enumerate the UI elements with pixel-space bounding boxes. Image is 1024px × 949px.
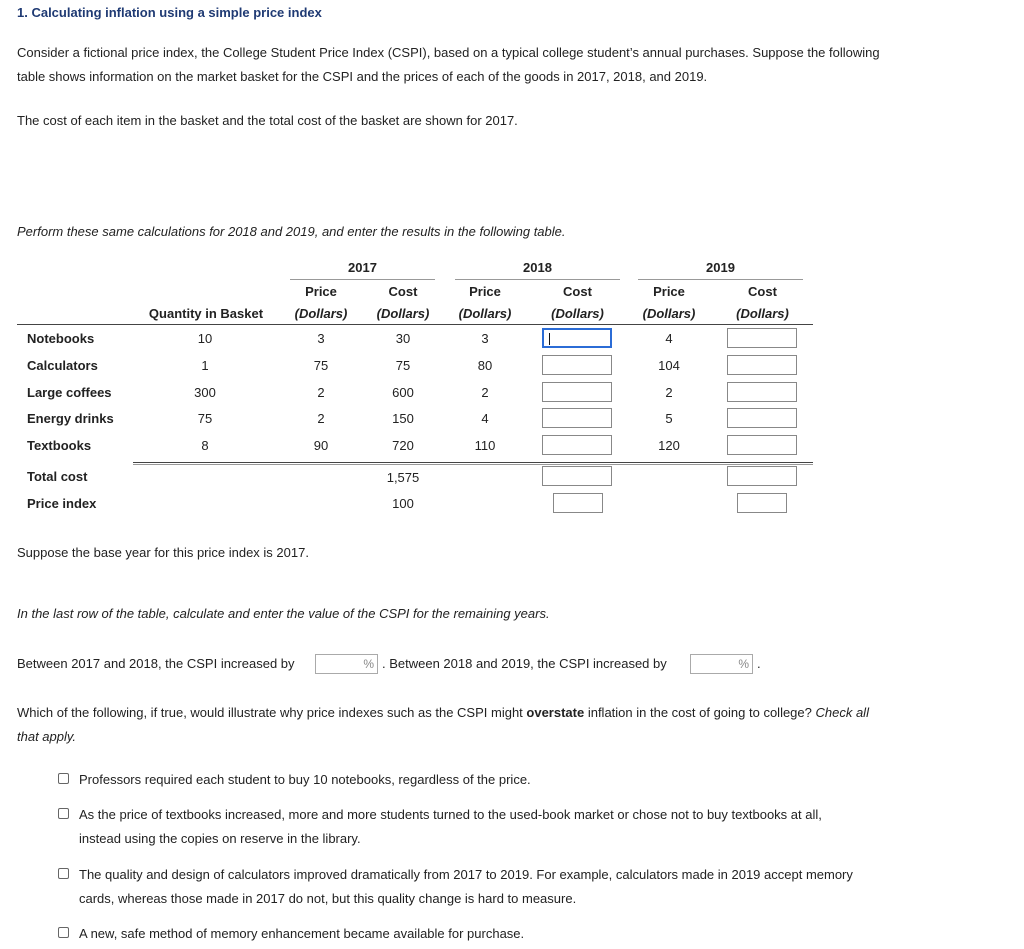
option-3-line-2: cards, whereas those made in 2017 do not, but this quality change is hard to measure. xyxy=(79,891,577,906)
option-1-text[interactable] xyxy=(79,768,531,792)
year-underline-2019 xyxy=(638,279,803,280)
question-line-2: that apply. xyxy=(17,729,77,744)
total-cost-2017: 1,575 xyxy=(386,470,420,485)
option-4-text[interactable] xyxy=(79,922,524,946)
increase-2017-2018-input[interactable] xyxy=(315,654,378,674)
option-2-line-1: As the price of textbooks increased, more and more students turned to the used-book market or chose not to buy textbooks at all, xyxy=(79,807,822,822)
col-dollars-c2019: (Dollars) xyxy=(736,306,789,321)
col-price-2019: Price xyxy=(653,284,685,299)
price2017-energy-drinks: 2 xyxy=(317,411,325,426)
col-price-2018: Price xyxy=(469,284,501,299)
option-2-text[interactable] xyxy=(79,803,822,851)
row-label-price-index: Price index xyxy=(27,496,97,511)
price2018-calculators: 80 xyxy=(477,358,493,373)
question-bold: overstate xyxy=(526,705,585,720)
last-row-note: In the last row of the table, calculate and enter the value of the CSPI for the remaining years. xyxy=(17,606,550,621)
col-dollars-p2018: (Dollars) xyxy=(458,306,512,321)
cost2017-energy-drinks: 150 xyxy=(392,411,414,426)
price2019-textbooks: 120 xyxy=(658,438,680,453)
option-3-checkbox[interactable] xyxy=(58,868,69,879)
cost-note: The cost of each item in the basket and the total cost of the basket are shown for 2017. xyxy=(17,113,518,128)
row-label-notebooks: Notebooks xyxy=(27,331,95,346)
cost2017-calculators: 75 xyxy=(395,358,411,373)
option-3-line-1: The quality and design of calculators improved dramatically from 2017 to 2019. For example, calculators made in 2019 accept memory xyxy=(79,867,853,882)
total-cost-2019-input[interactable] xyxy=(727,466,797,486)
intro-line-2: table shows information on the market basket for the CSPI and the prices of each of the goods in 2017, 2018, and 2019. xyxy=(17,69,708,84)
qty-energy-drinks: 75 xyxy=(197,411,213,426)
option-3-text[interactable] xyxy=(79,863,853,911)
qty-calculators: 1 xyxy=(201,358,209,373)
price2019-notebooks: 4 xyxy=(665,331,673,346)
question-title: 1. Calculating inflation using a simple price index xyxy=(17,5,322,20)
option-1-line-1: Professors required each student to buy 10 notebooks, regardless of the price. xyxy=(79,772,531,787)
price2017-notebooks: 3 xyxy=(317,331,325,346)
between-period: . xyxy=(757,656,761,671)
qty-textbooks: 8 xyxy=(201,438,209,453)
col-dollars-c2017: (Dollars) xyxy=(376,306,430,321)
option-4-line-1: A new, safe method of memory enhancement became available for purchase. xyxy=(79,926,525,941)
price2018-large-coffees: 2 xyxy=(481,385,489,400)
total-divider xyxy=(133,462,813,463)
intro-line-1: Consider a fictional price index, the College Student Price Index (CSPI), based on a typical college student’s annual purchases. Suppose the following xyxy=(17,45,880,60)
price-index-2018-input[interactable] xyxy=(553,493,603,513)
option-2-line-2: instead using the copies on reserve in the library. xyxy=(79,831,361,846)
cost2018-large-coffees-input[interactable] xyxy=(542,382,612,402)
total-cost-2018-input[interactable] xyxy=(542,466,612,486)
price2017-large-coffees: 2 xyxy=(317,385,325,400)
question-italic: Check all xyxy=(815,705,869,720)
cost2019-notebooks-input[interactable] xyxy=(727,328,797,348)
increase-2018-2019-input[interactable] xyxy=(690,654,753,674)
col-dollars-p2017: (Dollars) xyxy=(294,306,348,321)
option-2-checkbox[interactable] xyxy=(58,808,69,819)
col-cost-2017: Cost xyxy=(388,284,418,299)
row-label-energy-drinks: Energy drinks xyxy=(27,411,114,426)
col-quantity: Quantity in Basket xyxy=(148,306,264,321)
question-line-1 xyxy=(17,701,1007,725)
question-part-b: inflation in the cost of going to college? xyxy=(584,705,816,720)
price2017-textbooks: 90 xyxy=(313,438,329,453)
cost2019-calculators-input[interactable] xyxy=(727,355,797,375)
percent-sign: % xyxy=(738,657,749,671)
cost2018-textbooks-input[interactable] xyxy=(542,435,612,455)
price2017-calculators: 75 xyxy=(313,358,329,373)
percent-sign: % xyxy=(363,657,374,671)
col-cost-2019: Cost xyxy=(748,284,777,299)
year-underline-2017 xyxy=(290,279,435,280)
cost2017-large-coffees: 600 xyxy=(392,385,414,400)
between-text-1: Between 2017 and 2018, the CSPI increased by xyxy=(17,656,295,671)
intro-text xyxy=(17,41,1007,89)
cost2019-large-coffees-input[interactable] xyxy=(727,382,797,402)
col-price-2017: Price xyxy=(305,284,337,299)
year-underline-2018 xyxy=(455,279,620,280)
cost2018-calculators-input[interactable] xyxy=(542,355,612,375)
text-caret xyxy=(549,333,550,345)
row-label-textbooks: Textbooks xyxy=(27,438,92,453)
cost2018-energy-drinks-input[interactable] xyxy=(542,408,612,428)
year-header-2018: 2018 xyxy=(523,260,552,275)
price2018-textbooks: 110 xyxy=(474,438,496,453)
price2019-calculators: 104 xyxy=(658,358,680,373)
row-label-large-coffees: Large coffees xyxy=(27,385,112,400)
cost2019-energy-drinks-input[interactable] xyxy=(727,408,797,428)
year-header-2017: 2017 xyxy=(348,260,377,275)
perform-note: Perform these same calculations for 2018 and 2019, and enter the results in the following table. xyxy=(17,224,566,239)
row-label-total-cost: Total cost xyxy=(27,469,88,484)
total-divider-2 xyxy=(133,464,813,465)
header-divider xyxy=(17,324,813,325)
base-year-note: Suppose the base year for this price index is 2017. xyxy=(17,545,309,560)
price2019-energy-drinks: 5 xyxy=(665,411,673,426)
price-index-2019-input[interactable] xyxy=(737,493,787,513)
row-label-calculators: Calculators xyxy=(27,358,98,373)
question-text xyxy=(17,701,1007,749)
price2019-large-coffees: 2 xyxy=(665,385,673,400)
year-header-2019: 2019 xyxy=(706,260,735,275)
cost2018-notebooks-input[interactable] xyxy=(542,328,612,348)
price-index-2017: 100 xyxy=(392,496,414,511)
price2018-notebooks: 3 xyxy=(481,331,489,346)
option-4-checkbox[interactable] xyxy=(58,927,69,938)
cost2017-textbooks: 720 xyxy=(392,438,414,453)
price2018-energy-drinks: 4 xyxy=(481,411,489,426)
cost2017-notebooks: 30 xyxy=(395,331,411,346)
between-text-2: . Between 2018 and 2019, the CSPI increased by xyxy=(382,656,667,671)
cost2019-textbooks-input[interactable] xyxy=(727,435,797,455)
col-dollars-c2018: (Dollars) xyxy=(551,306,604,321)
question-part-a: Which of the following, if true, would illustrate why price indexes such as the CSPI might xyxy=(17,705,527,720)
qty-notebooks: 10 xyxy=(197,331,213,346)
option-1-checkbox[interactable] xyxy=(58,773,69,784)
qty-large-coffees: 300 xyxy=(194,385,216,400)
col-cost-2018: Cost xyxy=(563,284,592,299)
col-dollars-p2019: (Dollars) xyxy=(642,306,696,321)
